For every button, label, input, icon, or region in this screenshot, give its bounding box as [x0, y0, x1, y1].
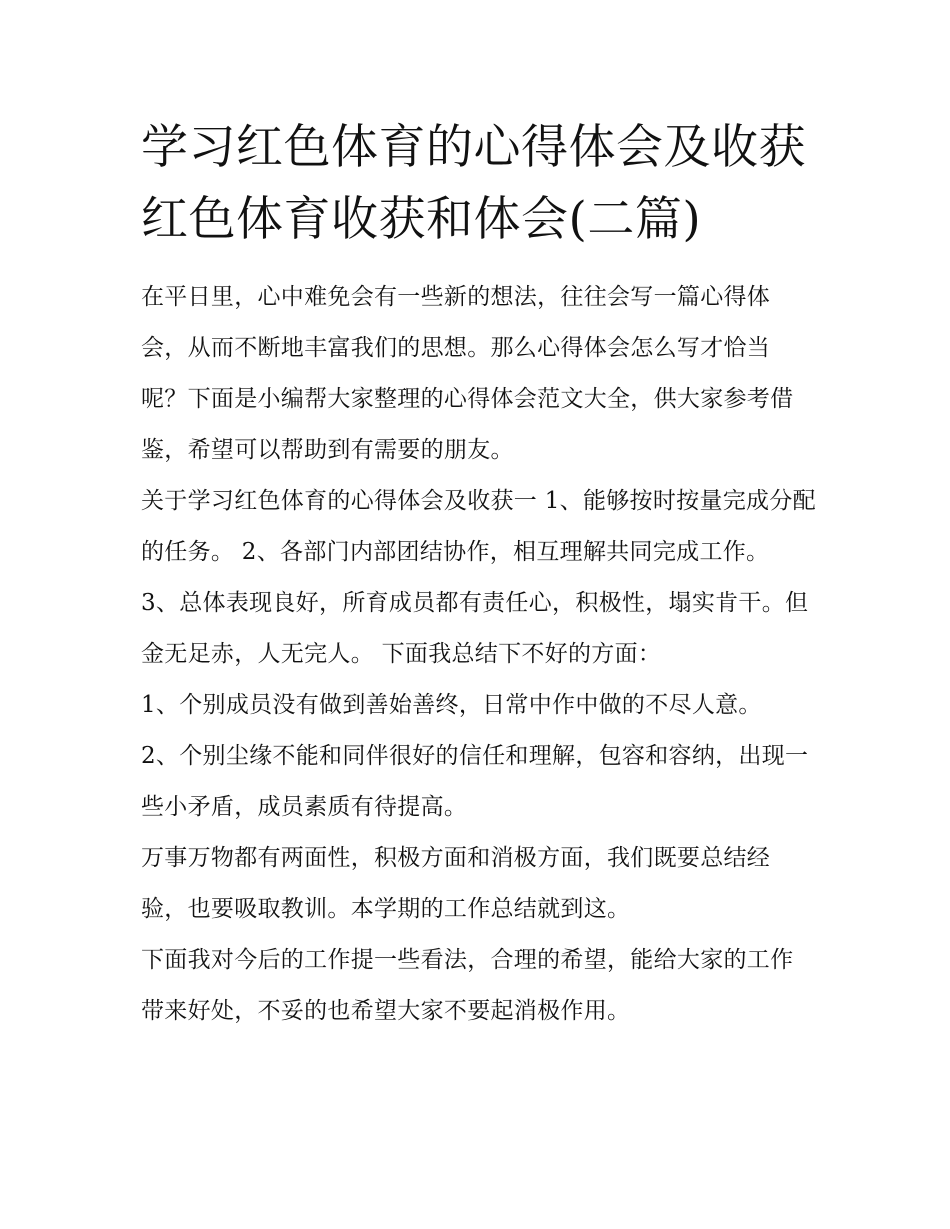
paragraph-outlook: 下面我对今后的工作提一些看法，合理的希望，能给大家的工作带来好处，不妥的也希望大家不要起消极作用。	[141, 947, 794, 1024]
paragraph-shortcoming-two: 2、个别尘缘不能和同伴很好的信任和理解，包容和容纳，出现一些小矛盾，成员素质有待提高。	[141, 743, 809, 820]
document-content	[141, 112, 816, 1037]
paragraph-intro: 在平日里，心中难免会有一些新的想法，往往会写一篇心得体会，从而不断地丰富我们的思想。那么心得体会怎么写才恰当呢？下面是小编帮大家整理的心得体会范文大全，供大家参考借鉴，希望可以帮助到有需要的朋友。	[141, 284, 794, 463]
document-title: 学习红色体育的心得体会及收获 红色体育收获和体会(二篇)	[141, 120, 806, 247]
paragraph-item-three: 3、总体表现良好，所育成员都有责任心，积极性，塌实肯干。但金无足赤，人无完人。 下面我总结下不好的方面：	[141, 590, 809, 667]
paragraph-summary: 万事万物都有两面性，积极方面和消极方面，我们既要总结经验，也要吸取教训。本学期的工作总结就到这。	[141, 845, 771, 922]
paragraph-section-one: 关于学习红色体育的心得体会及收获一 1、能够按时按量完成分配的任务。 2、各部门内部团结协作，相互理解共同完成工作。	[141, 488, 816, 565]
paragraph-shortcoming-one: 1、个别成员没有做到善始善终，日常中作中做的不尽人意。	[141, 692, 762, 718]
